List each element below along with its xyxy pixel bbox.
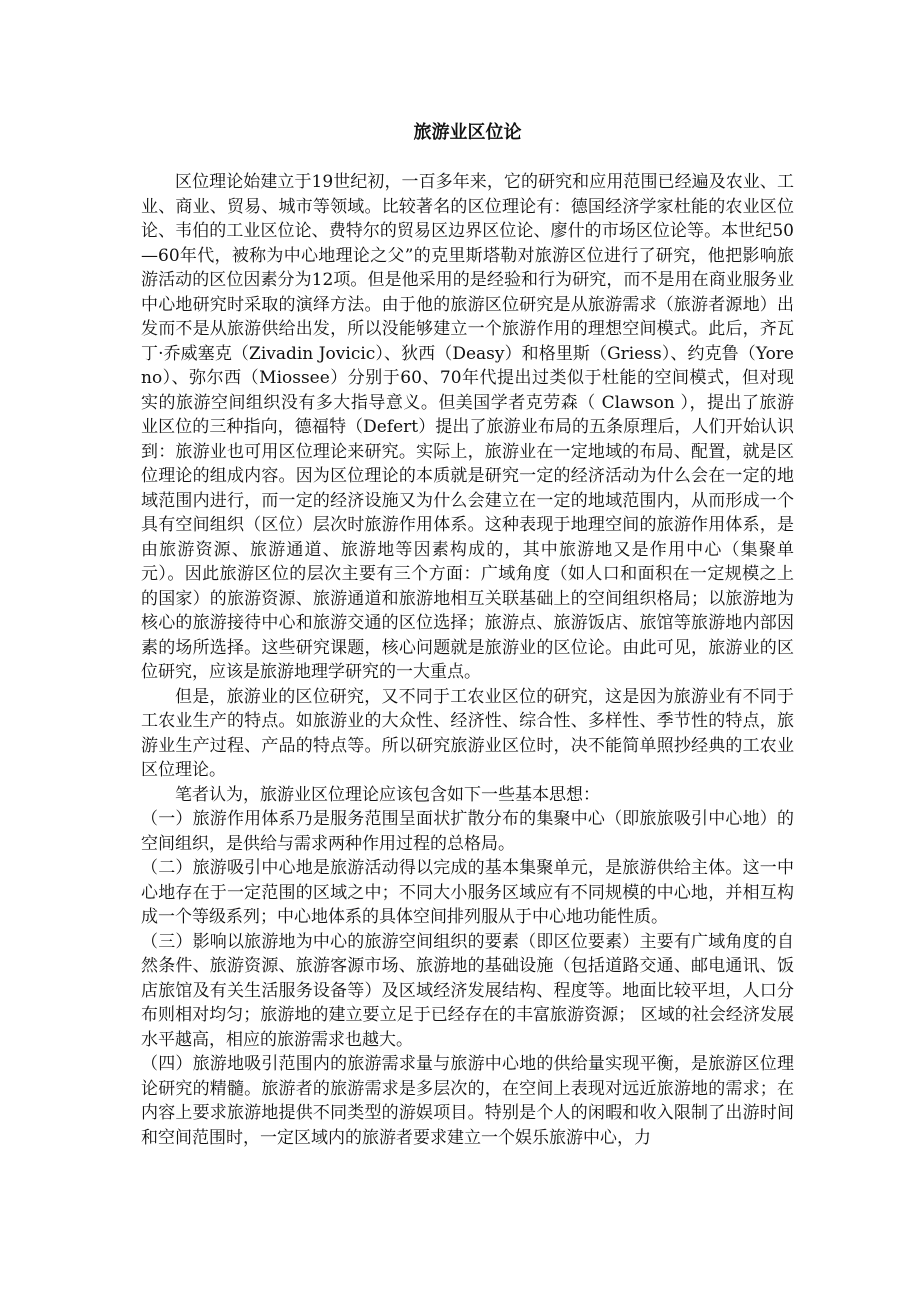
paragraph-difference: 但是，旅游业的区位研究，又不同于工农业区位的研究，这是因为旅游业有不同于工农业生产的特点。如旅游业的大众性、经济性、综合性、多样性、季节性的特点，旅游业生产过程、产品的特点等。所以研究旅游业区位时，决不能简单照抄经典的工农业区位理论。 [141,686,794,780]
paragraph-author-view: 笔者认为，旅游业区位理论应该包含如下一些基本思想： [175,784,600,805]
paragraph-intro: 区位理论始建立于19世纪初，一百多年来，它的研究和应用范围已经遍及农业、工业、商业、贸易、城市等领域。比较著名的区位理论有：德国经济学家杜能的农业区位论、韦伯的工业区位论、费特尔的贸易区边界区位论、廖什的市场区位论等。本世纪50—60年代，被称为中心地理论之父”的克里斯塔勒对旅游区位进行了研究，他把影响旅游活动的区位因素分为12项。但是他采用的是经验和行为研究，而不是用在商业服务业中心地研究时采取的演绎方法。由于他的旅游区位研究是从旅游需求（旅游者源地）出发而不是从旅游供给出发，所以没能够建立一个旅游作用的理想空间模式。此后，齐瓦丁·乔威塞克（Zivadin Jovicic）、狄西（Deasy）和格里斯（Griess）、约克鲁（Yoreno）、弥尔西（Miossee）分别于60、70年代提出过类似于杜能的空间模式，但对现实的旅游空间组织没有多大指导意义。但美国学者克劳森（ Clawson ），提出了旅游业区位的三种指向，德福特（Defert）提出了旅游业布局的五条原理后，人们开始认识到：旅游业也可用区位理论来研究。实际上，旅游业在一定地域的布局、配置，就是区位理论的组成内容。因为区位理论的本质就是研究一定的经济活动为什么会在一定的地域范围内进行，而一定的经济设施又为什么会建立在一定的地域范围内，从而形成一个具有空间组织（区位）层次时旅游作用体系。这种表现于地理空间的旅游作用体系，是由旅游资源、旅游通道、旅游地等因素构成的，其中旅游地又是作用中心（集聚单元）。因此旅游区位的层次主要有三个方面：广域角度（如人口和面积在一定规模之上的国家）的旅游资源、旅游通道和旅游地相互关联基础上的空间组织格局；以旅游地为核心的旅游接待中心和旅游交通的区位选择；旅游点、旅游饭店、旅馆等旅游地内部因素的场所选择。这些研究课题，核心问题就是旅游业的区位论。由此可见，旅游业的区位研究，应该是旅游地理学研究的一大重点。 [141,172,794,682]
document-title: 旅游业区位论 [413,122,522,143]
list-item-three: （三）影响以旅游地为中心的旅游空间组织的要素（即区位要素）主要有广域角度的自然条件、旅游资源、旅游客源市场、旅游地的基础设施（包括道路交通、邮电通讯、饭店旅馆及有关生活服务设备等）及区域经济发展结构、程度等。地面比较平坦，人口分布则相对均匀；旅游地的建立要立足于已经存在的丰富旅游资源； 区域的社会经济发展水平越高，相应的旅游需求也越大。 [141,931,794,1050]
list-item-one: （一）旅游作用体系乃是服务范围呈面状扩散分布的集聚中心（即旅旅吸引中心地）的空间组织，是供给与需求两种作用过程的总格局。 [141,809,794,854]
list-item-four: （四）旅游地吸引范围内的旅游需求量与旅游中心地的供给量实现平衡，是旅游区位理论研究的精髓。旅游者的旅游需求是多层次的，在空间上表现对远近旅游地的需求；在内容上要求旅游地提供不同类型的游娱项目。特别是个人的闲暇和收入限制了出游时间和空间范围时，一定区域内的旅游者要求建立一个娱乐旅游中心，力 [141,1054,794,1148]
list-item-two: （二）旅游吸引中心地是旅游活动得以完成的基本集聚单元，是旅游供给主体。这一中心地存在于一定范围的区域之中；不同大小服务区域应有不同规模的中心地，并相互构成一个等级系列；中心地体系的具体空间排列服从于中心地功能性质。 [141,858,794,927]
